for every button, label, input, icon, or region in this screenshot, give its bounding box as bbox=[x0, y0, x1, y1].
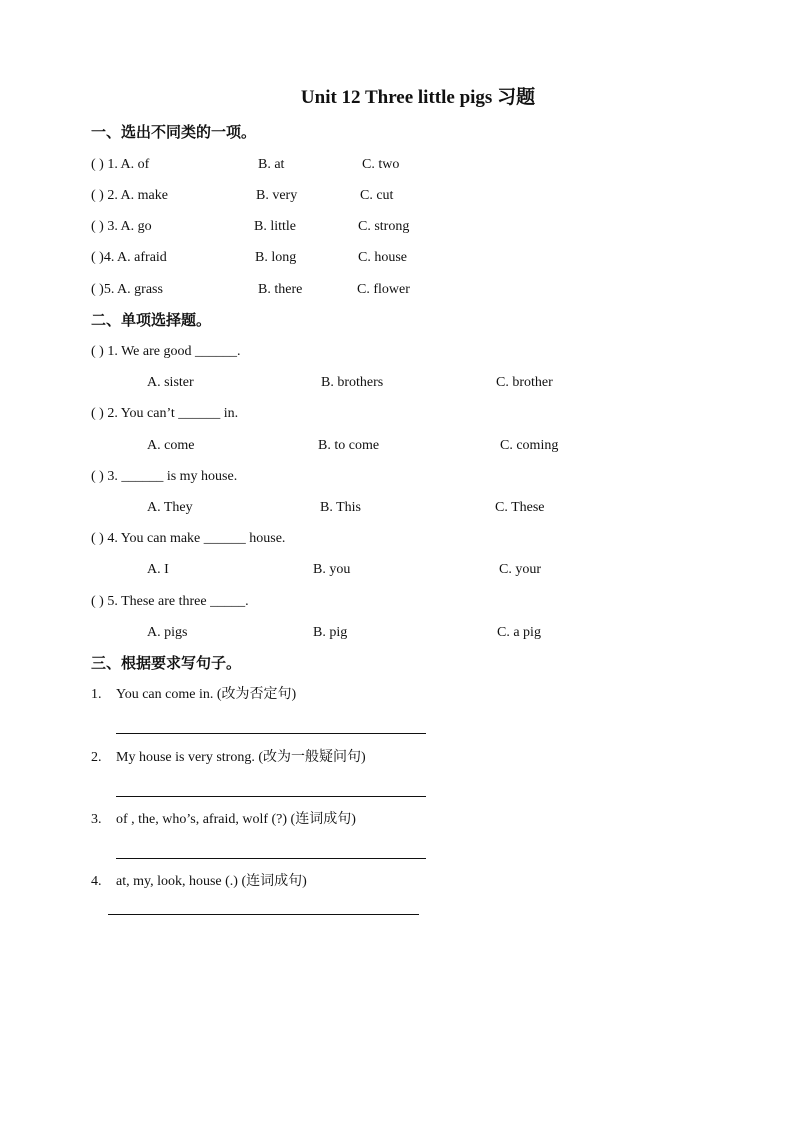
s3-q3-number: 3. bbox=[91, 812, 102, 827]
s2-q1-stem: ( ) 1. We are good ______. bbox=[91, 344, 241, 359]
s2-q3-option-b: B. This bbox=[320, 500, 361, 515]
s3-q4-answer-line[interactable] bbox=[108, 914, 419, 915]
s3-q1-text: You can come in. (改为否定句) bbox=[116, 687, 297, 702]
section-1-heading: 一、选出不同类的一项。 bbox=[91, 123, 257, 141]
s3-q4-text: at, my, look, house (.) (连词成句) bbox=[116, 874, 307, 889]
s1-q2-stem: ( ) 2. A. make bbox=[91, 188, 168, 203]
s1-q5-option-c: C. flower bbox=[357, 282, 410, 297]
s3-q1-number: 1. bbox=[91, 687, 102, 702]
s2-q3-option-c: C. These bbox=[495, 500, 545, 515]
s1-q3-option-c: C. strong bbox=[358, 219, 410, 234]
s1-q4-stem: ( )4. A. afraid bbox=[91, 250, 167, 265]
s1-q2-option-c: C. cut bbox=[360, 188, 394, 203]
page-title: Unit 12 Three little pigs 习题 bbox=[300, 87, 536, 108]
s2-q2-option-b: B. to come bbox=[318, 438, 380, 453]
s3-q2-text: My house is very strong. (改为一般疑问句) bbox=[116, 750, 366, 765]
s2-q1-option-a: A. sister bbox=[147, 375, 194, 390]
s2-q4-option-c: C. your bbox=[499, 562, 541, 577]
s1-q2-option-b: B. very bbox=[256, 188, 298, 203]
s1-q5-stem: ( )5. A. grass bbox=[91, 282, 163, 297]
s1-q1-option-b: B. at bbox=[258, 157, 285, 172]
s2-q3-option-a: A. They bbox=[147, 500, 193, 515]
s2-q5-stem: ( ) 5. These are three _____. bbox=[91, 594, 249, 609]
s1-q3-option-b: B. little bbox=[254, 219, 296, 234]
s3-q2-number: 2. bbox=[91, 750, 102, 765]
s2-q4-option-b: B. you bbox=[313, 562, 351, 577]
s2-q4-option-a: A. I bbox=[147, 562, 169, 577]
s2-q2-option-c: C. coming bbox=[500, 438, 559, 453]
s3-q3-text: of , the, who’s, afraid, wolf (?) (连词成句) bbox=[116, 812, 356, 827]
s3-q4-number: 4. bbox=[91, 874, 102, 889]
s2-q1-option-c: C. brother bbox=[496, 375, 553, 390]
s2-q3-stem: ( ) 3. ______ is my house. bbox=[91, 469, 238, 484]
s3-q1-answer-line[interactable] bbox=[116, 733, 426, 734]
s2-q4-stem: ( ) 4. You can make ______ house. bbox=[91, 531, 286, 546]
s1-q3-stem: ( ) 3. A. go bbox=[91, 219, 152, 234]
s2-q5-option-a: A. pigs bbox=[147, 625, 188, 640]
s1-q5-option-b: B. there bbox=[258, 282, 303, 297]
s1-q1-stem: ( ) 1. A. of bbox=[91, 157, 150, 172]
s2-q5-option-b: B. pig bbox=[313, 625, 348, 640]
s2-q5-option-c: C. a pig bbox=[497, 625, 541, 640]
s3-q3-answer-line[interactable] bbox=[116, 858, 426, 859]
s1-q1-option-c: C. two bbox=[362, 157, 400, 172]
s2-q2-stem: ( ) 2. You can’t ______ in. bbox=[91, 406, 239, 421]
section-3-heading: 三、根据要求写句子。 bbox=[91, 654, 242, 672]
section-2-heading: 二、单项选择题。 bbox=[91, 311, 212, 329]
s2-q1-option-b: B. brothers bbox=[321, 375, 384, 390]
s2-q2-option-a: A. come bbox=[147, 438, 195, 453]
s3-q2-answer-line[interactable] bbox=[116, 796, 426, 797]
s1-q4-option-b: B. long bbox=[255, 250, 297, 265]
s1-q4-option-c: C. house bbox=[358, 250, 407, 265]
